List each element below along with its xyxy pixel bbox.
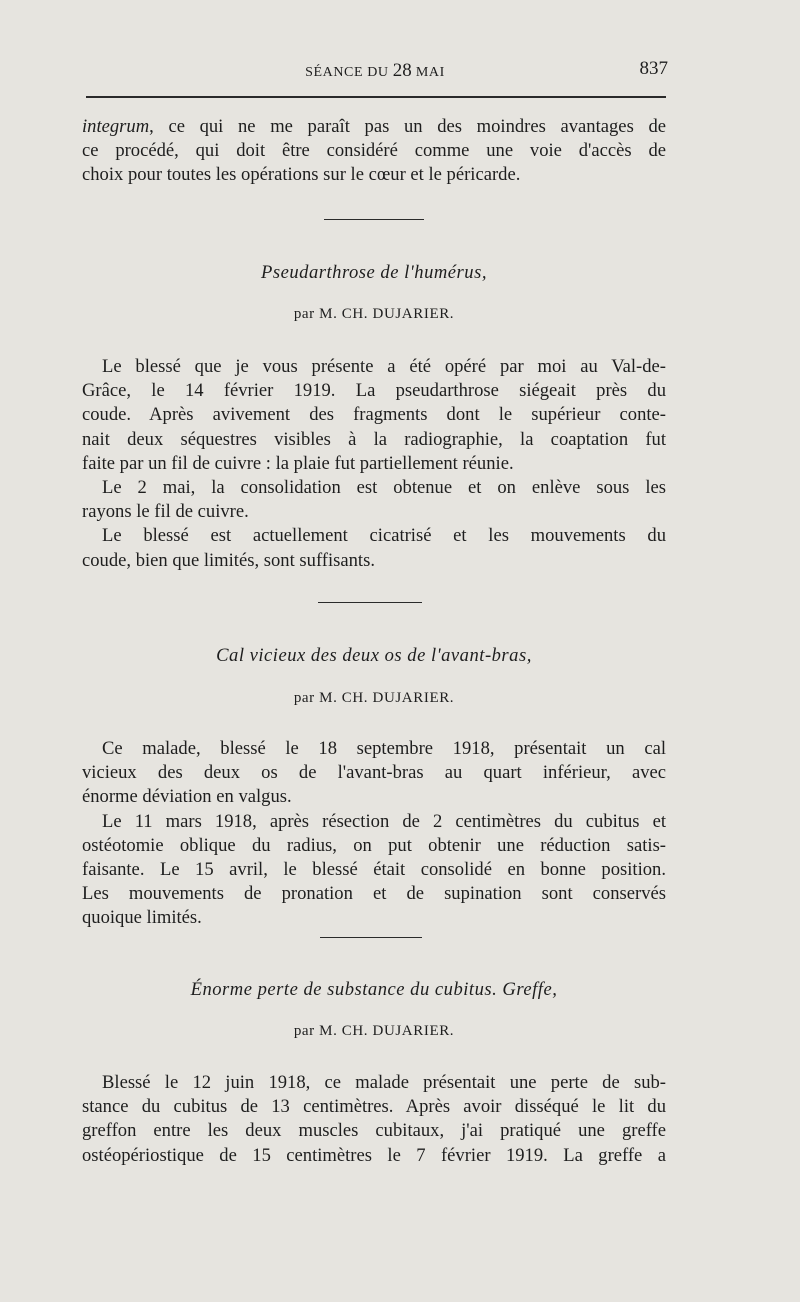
intro-italic-word: integrum: [82, 116, 150, 137]
article-title: Cal vicieux des deux os de l'avant-bras,: [216, 645, 532, 666]
section-separator: [324, 219, 424, 220]
intro-paragraph: [82, 115, 666, 188]
article-byline: par M. CH. DUJARIER.: [293, 306, 455, 322]
body-line: greffon entre les deux muscles cubitaux, j'ai pratiqué une greffe: [82, 1120, 666, 1142]
running-title-month: MAI: [415, 65, 445, 80]
body-line: Le 2 mai, la consolidation est obtenue et on enlève sous les: [102, 477, 666, 499]
body-line: Grâce, le 14 février 1919. La pseudarthrose siégeait près du: [82, 380, 666, 402]
section-separator: [320, 937, 422, 938]
article-byline: par M. CH. DUJARIER.: [293, 1023, 455, 1039]
article-byline: par M. CH. DUJARIER.: [293, 690, 455, 706]
article-body: [82, 737, 666, 931]
article-title: Énorme perte de substance du cubitus. Greffe,: [190, 979, 558, 1000]
article-body: [82, 355, 666, 573]
intro-line-text: choix pour toutes les opérations sur le cœur et le péricarde.: [82, 164, 521, 186]
body-line: quoique limités.: [82, 907, 202, 929]
body-line: Blessé le 12 juin 1918, ce malade présentait une perte de sub-: [102, 1072, 666, 1093]
article-title: Pseudarthrose de l'humérus,: [261, 262, 487, 283]
intro-line-text: ce procédé, qui doit être considéré comme une voie d'accès de: [82, 140, 666, 162]
intro-line: [82, 139, 666, 163]
article-body: [82, 1071, 666, 1168]
body-line: faite par un fil de cuivre : la plaie fut partiellement réunie.: [82, 452, 514, 474]
body-line: Le blessé est actuellement cicatrisé et les mouvements du: [102, 525, 666, 547]
body-line: coude. Après avivement des fragments dont le supérieur conte-: [82, 404, 666, 426]
page-number: 837: [639, 58, 668, 79]
body-line: coude, bien que limités, sont suffisants.: [82, 549, 375, 571]
body-line: ostéopériostique de 15 centimètres le 7 février 1919. La greffe a: [82, 1144, 666, 1166]
body-line: ostéotomie oblique du radius, on put obtenir une réduction satis-: [82, 834, 666, 856]
running-title-text: SÉANCE DU: [305, 65, 389, 80]
running-title-day: 28: [392, 60, 412, 81]
intro-line: [82, 163, 666, 187]
running-header: [82, 58, 668, 88]
body-line: Les mouvements de pronation et de supination sont conservés: [82, 883, 666, 905]
header-rule: [86, 96, 666, 98]
intro-line: [82, 115, 666, 139]
body-line: énorme déviation en valgus.: [82, 786, 292, 808]
body-line: stance du cubitus de 13 centimètres. Après avoir disséqué le lit du: [82, 1096, 666, 1118]
running-title: [82, 60, 668, 82]
section-separator: [318, 602, 422, 603]
body-line: Le blessé que je vous présente a été opéré par moi au Val-de-: [102, 356, 666, 377]
body-line: faisante. Le 15 avril, le blessé était consolidé en bonne position.: [82, 859, 666, 881]
body-line: vicieux des deux os de l'avant-bras au quart inférieur, avec: [82, 762, 666, 784]
body-line: rayons le fil de cuivre.: [82, 501, 249, 523]
body-line: Ce malade, blessé le 18 septembre 1918, présentait un cal: [102, 738, 666, 759]
body-line: nait deux séquestres visibles à la radiographie, la coaptation fut: [82, 428, 666, 450]
body-line: Le 11 mars 1918, après résection de 2 centimètres du cubitus et: [102, 810, 666, 832]
intro-line-text: , ce qui ne me paraît pas un des moindres avantages de: [149, 116, 666, 137]
